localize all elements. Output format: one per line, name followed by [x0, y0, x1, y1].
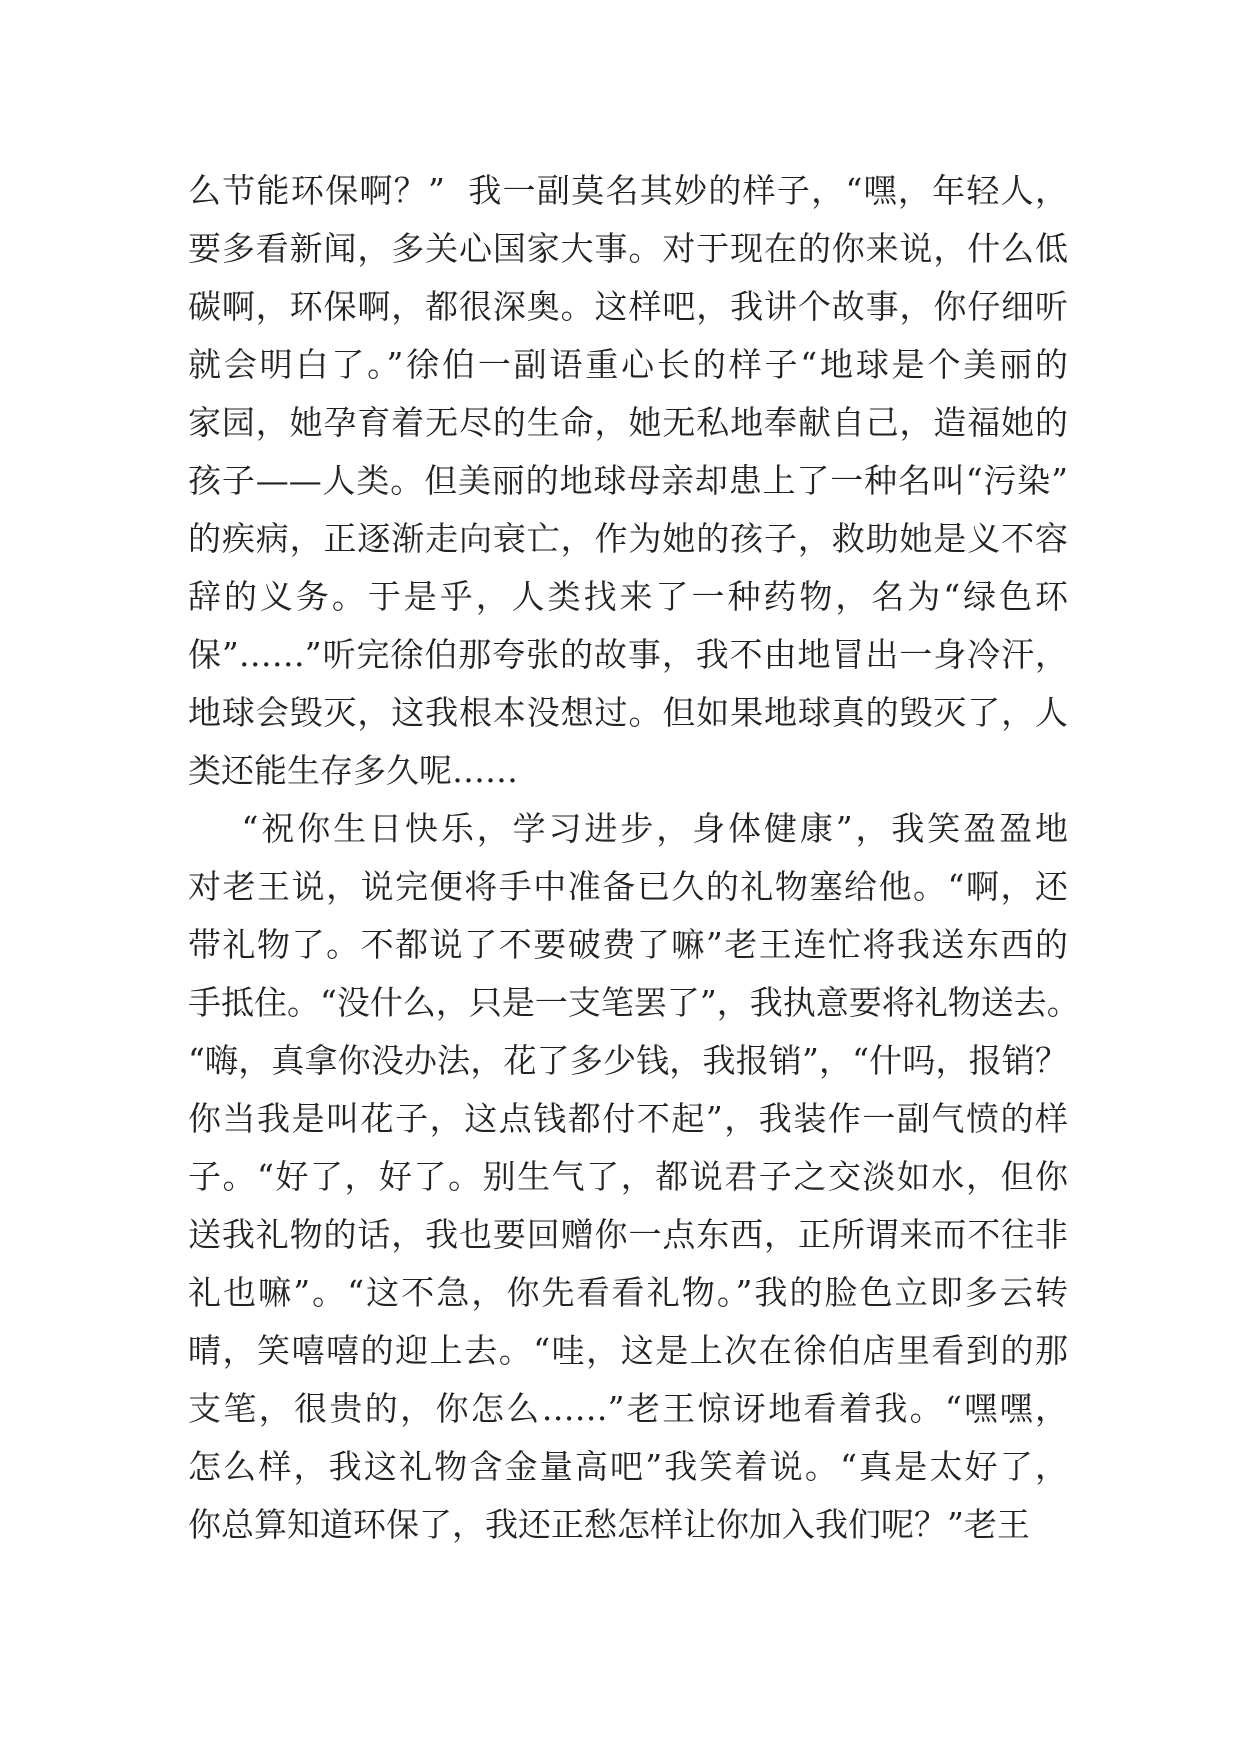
- text-line: 子。“好了，好了。别生气了，都说君子之交淡如水，但你: [188, 1157, 1068, 1196]
- text-line: 你总算知道环保了，我还正愁怎样让你加入我们呢？”老王: [188, 1505, 1030, 1544]
- text-line: “祝你生日快乐，学习进步，身体健康”，我笑盈盈地: [188, 809, 1068, 848]
- text-line: 礼也嘛”。“这不急，你先看看礼物。”我的脸色立即多云转: [188, 1273, 1068, 1312]
- text-line: 晴，笑嘻嘻的迎上去。“哇，这是上次在徐伯店里看到的那: [188, 1331, 1068, 1370]
- text-line: 地球会毁灭，这我根本没想过。但如果地球真的毁灭了，人: [188, 693, 1068, 732]
- text-line: 就会明白了。”徐伯一副语重心长的样子“地球是个美丽的: [188, 345, 1068, 384]
- text-line: 你当我是叫花子，这点钱都付不起”，我装作一副气愤的样: [188, 1099, 1068, 1138]
- text-line: 对老王说，说完便将手中准备已久的礼物塞给他。“啊，还: [188, 867, 1068, 906]
- text-line: 的疾病，正逐渐走向衰亡，作为她的孩子，救助她是义不容: [188, 519, 1068, 558]
- text-line: “嗨，真拿你没办法，花了多少钱，我报销”，“什吗，报销？: [188, 1041, 1068, 1080]
- text-line: 怎么样，我这礼物含金量高吧”我笑着说。“真是太好了，: [188, 1447, 1068, 1486]
- text-line: 么节能环保啊？” 我一副莫名其妙的样子，“嘿，年轻人，: [188, 171, 1068, 210]
- body-text: [188, 162, 1080, 1554]
- text-line: 类还能生存多久呢……: [188, 751, 518, 790]
- text-line: 家园，她孕育着无尽的生命，她无私地奉献自己，造福她的: [188, 403, 1068, 442]
- text-line: 辞的义务。于是乎，人类找来了一种药物，名为“绿色环: [188, 577, 1068, 616]
- text-line: 支笔，很贵的，你怎么……”老王惊讶地看着我。“嘿嘿，: [188, 1389, 1068, 1428]
- text-line: 保”……”听完徐伯那夸张的故事，我不由地冒出一身冷汗，: [188, 635, 1068, 674]
- text-line: 手抵住。“没什么，只是一支笔罢了”，我执意要将礼物送去。: [188, 983, 1080, 1022]
- text-line: 送我礼物的话，我也要回赠你一点东西，正所谓来而不往非: [188, 1215, 1068, 1254]
- text-line: 带礼物了。不都说了不要破费了嘛”老王连忙将我送东西的: [188, 925, 1068, 964]
- text-line: 孩子——人类。但美丽的地球母亲却患上了一种名叫“污染”: [188, 461, 1068, 500]
- text-line: 要多看新闻，多关心国家大事。对于现在的你来说，什么低: [188, 229, 1068, 268]
- text-line: 碳啊，环保啊，都很深奥。这样吧，我讲个故事，你仔细听: [188, 287, 1068, 326]
